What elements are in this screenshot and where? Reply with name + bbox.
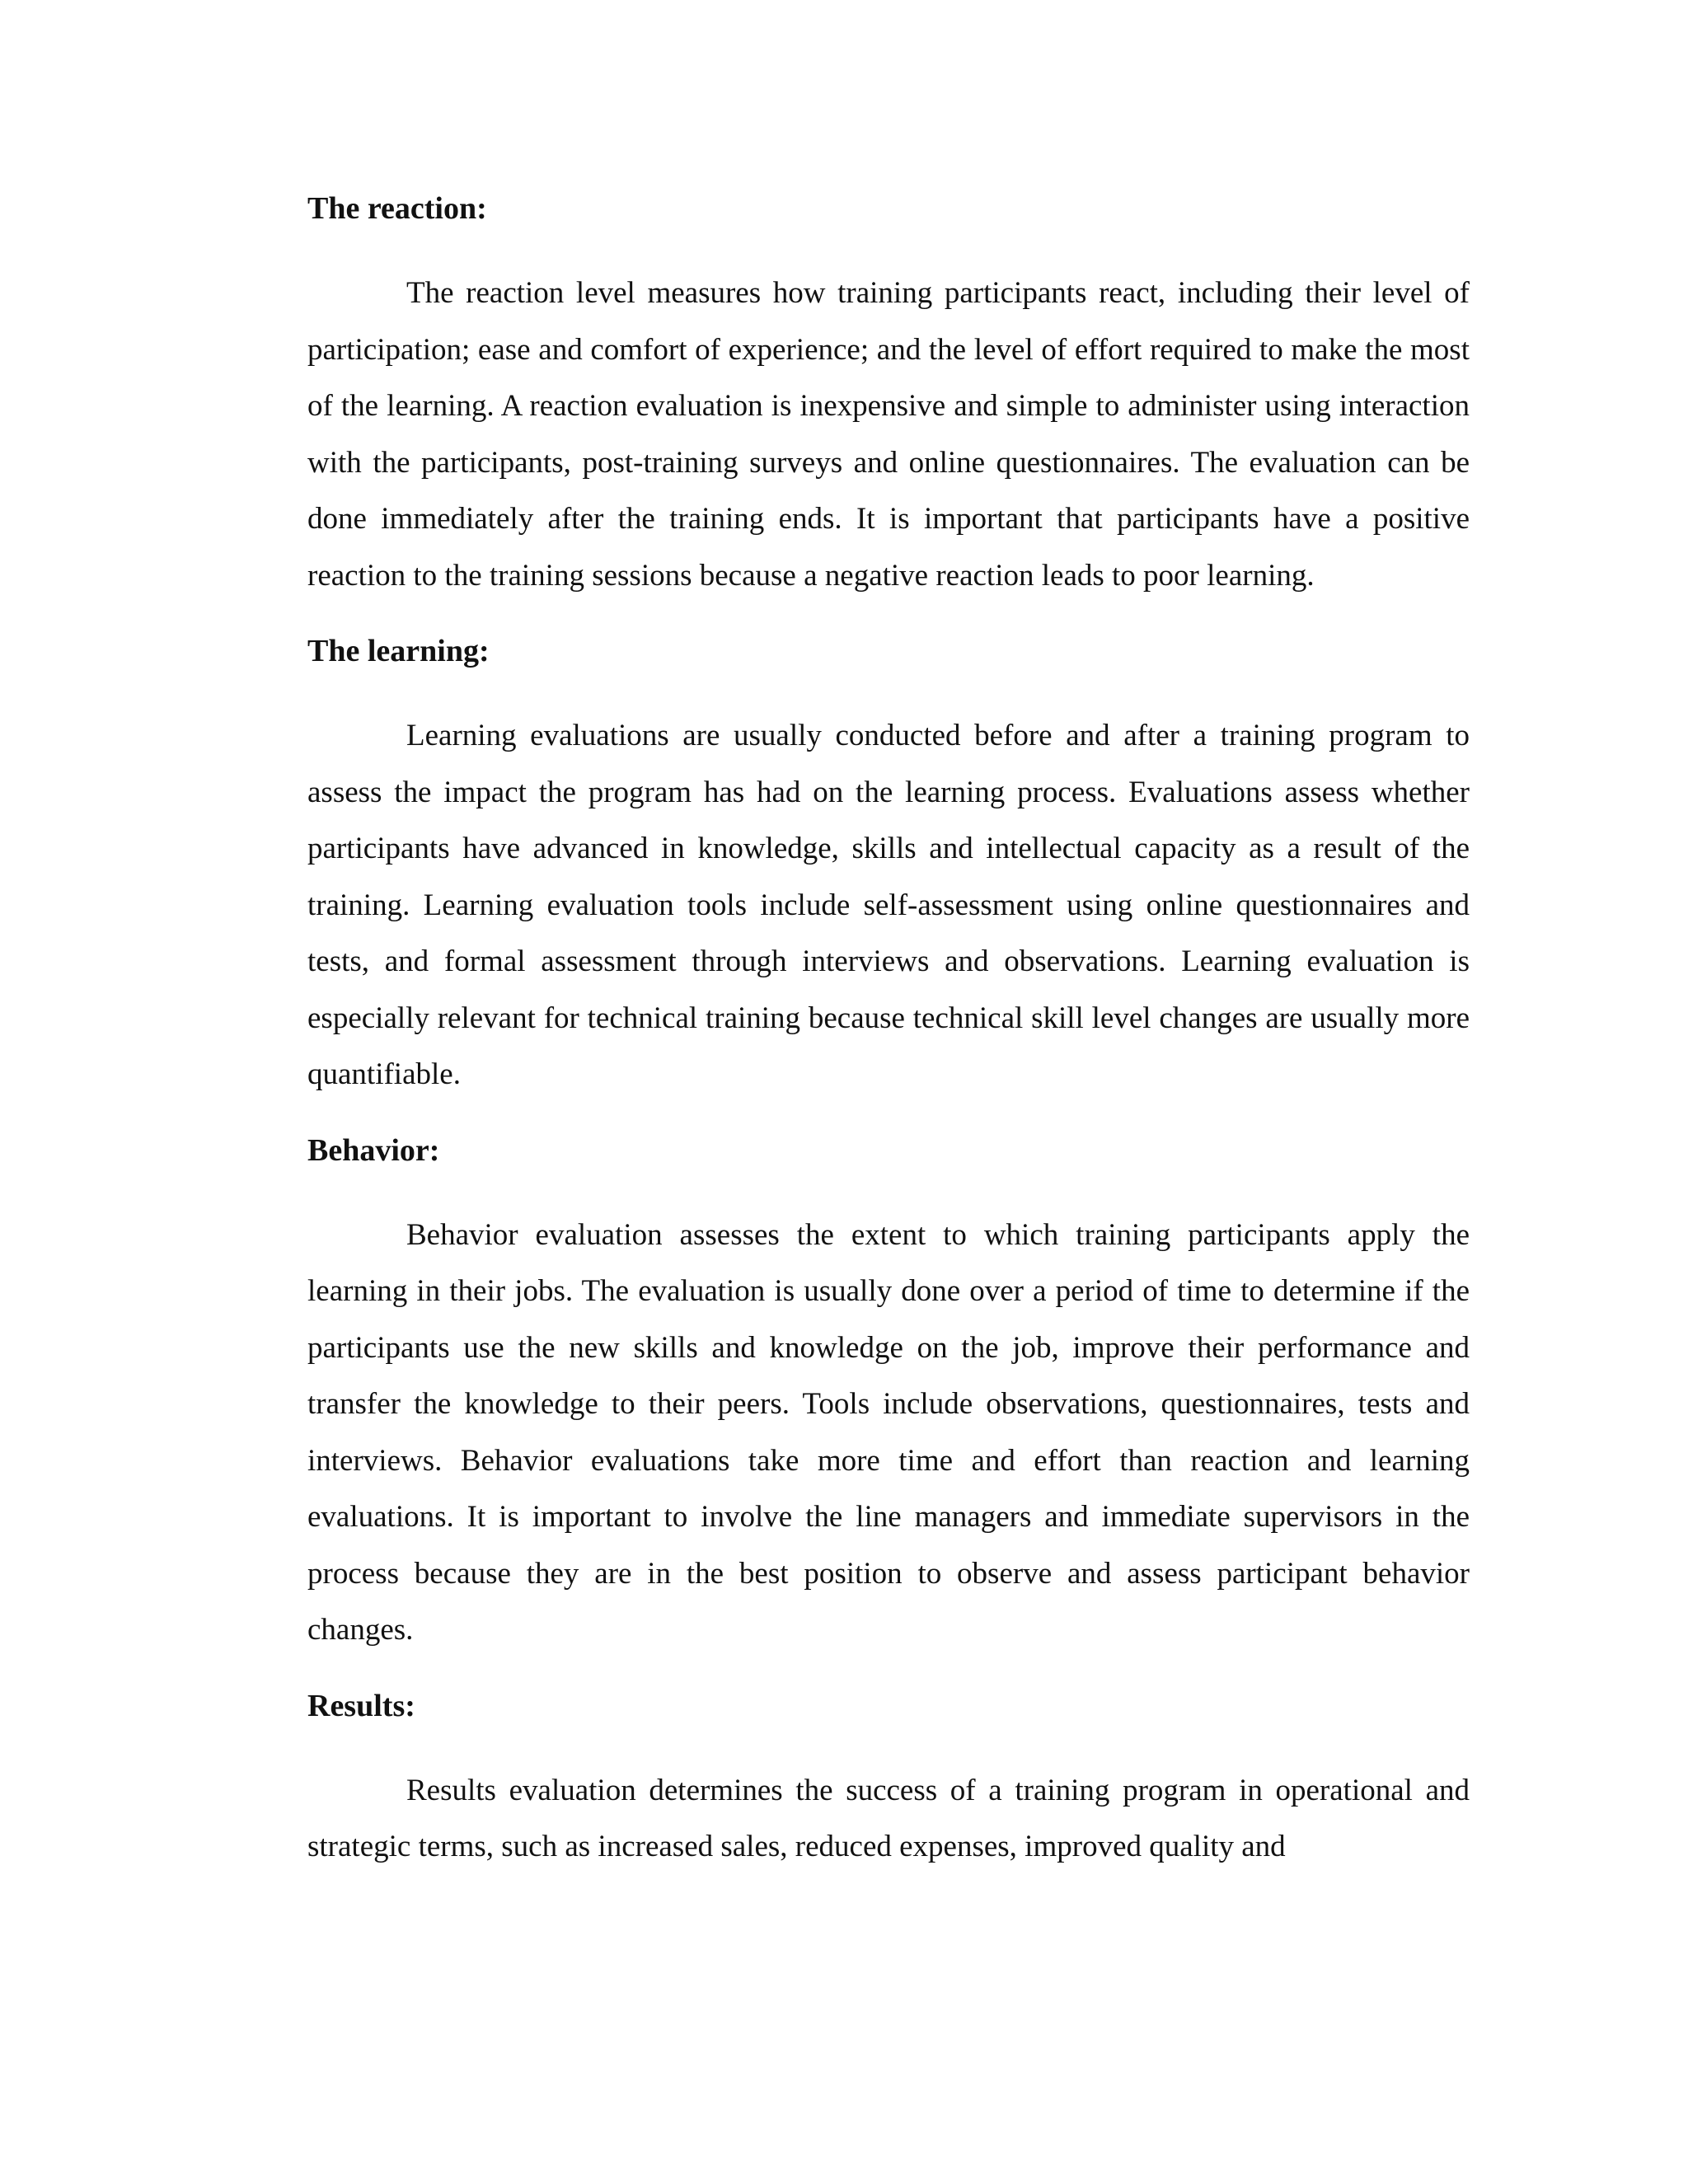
section-heading-behavior: Behavior: bbox=[307, 1132, 440, 1168]
section-paragraph-learning: Learning evaluations are usually conducted before and after a training program to assess the impact the program has had on the learning process. Evaluations assess whether participants have advanced in knowledge, skills and intellectual capacity as a result of the training. Learning evaluation tools include self-assessment using online questionnaires and tests, and formal assessment through interviews and observations. Learning evaluation is especially relevant for technical training because technical skill level changes are usually more quantifiable. bbox=[307, 719, 1470, 1091]
document-body bbox=[307, 190, 1470, 1904]
section-paragraph-behavior: Behavior evaluation assesses the extent to which training participants apply the learning in their jobs. The evaluation is usually done over a period of time to determine if the participants use the new skills and knowledge on the job, improve their performance and transfer the knowledge to their peers. Tools include observations, questionnaires, tests and interviews. Behavior evaluations take more time and effort than reaction and learning evaluations. It is important to involve the line managers and immediate supervisors in the process because they are in the best position to observe and assess participant behavior changes. bbox=[307, 1217, 1470, 1647]
section-heading-learning: The learning: bbox=[307, 634, 490, 668]
section-heading-reaction: The reaction: bbox=[307, 191, 487, 226]
section-paragraph-results: Results evaluation determines the success of a training program in operational and strategic terms, such as increased sales, reduced expenses, improved quality and bbox=[307, 1773, 1470, 1863]
section-paragraph-reaction: The reaction level measures how training participants react, including their level of participation; ease and comfort of experience; and the level of effort required to make the most of the learning. A reaction evaluation is inexpensive and simple to administer using interaction with the participants, post-training surveys and online questionnaires. The evaluation can be done immediately after the training ends. It is important that participants have a positive reaction to the training sessions because a negative reaction leads to poor learning. bbox=[307, 276, 1470, 593]
section-heading-results: Results: bbox=[307, 1688, 415, 1723]
